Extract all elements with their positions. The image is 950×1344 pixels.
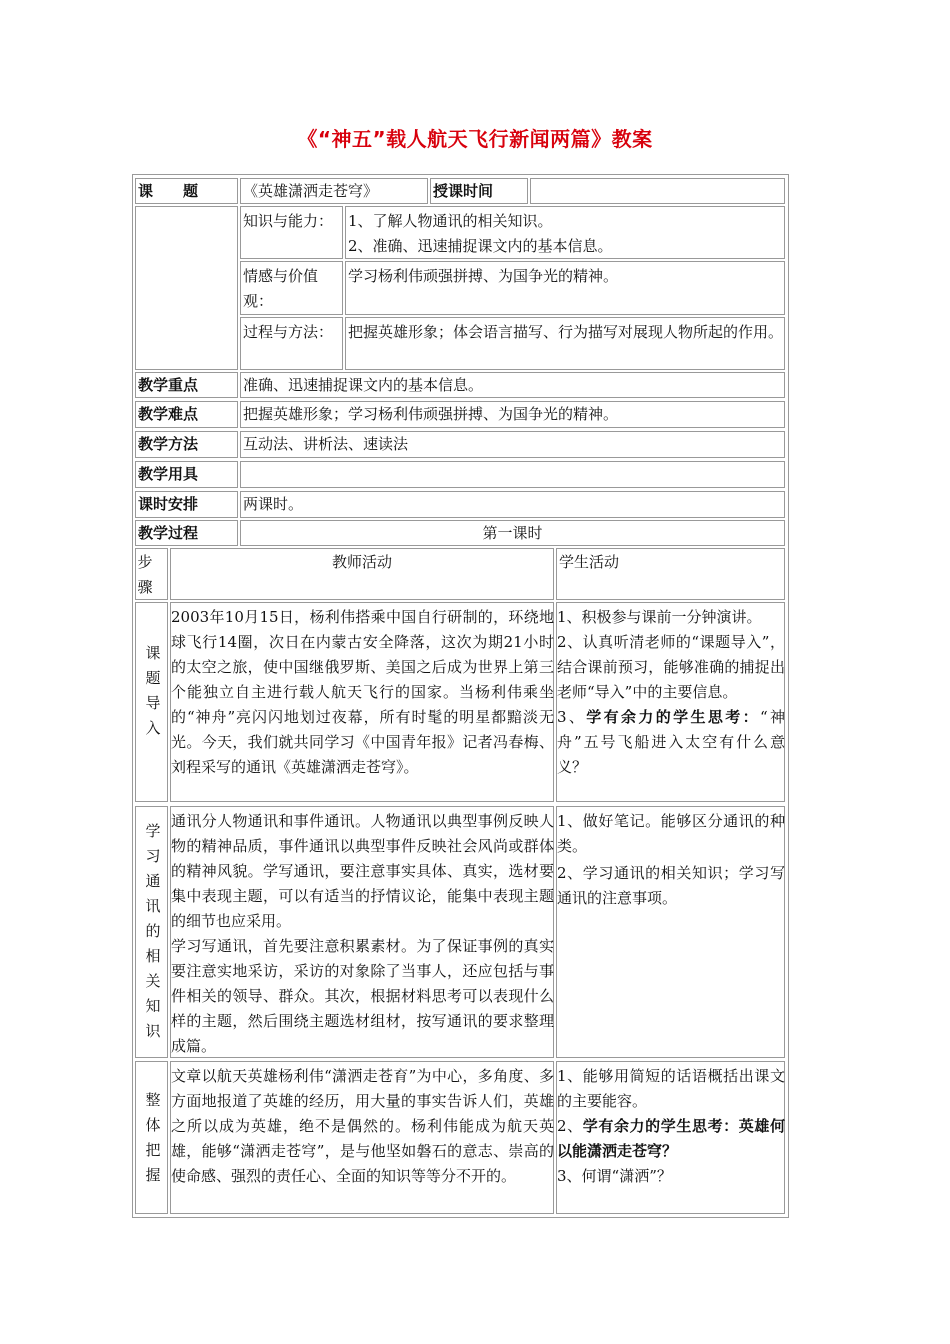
method-value: 互动法、讲析法、速读法 (243, 435, 409, 453)
schedule-label: 课时安排 (138, 495, 199, 513)
goal-emotion-line-1: 学习杨利伟顽强拼搏、为国争光的精神。 (348, 267, 619, 285)
step-2-teacher-para-2: 学习写通讯，首先要注意积累素材。为了保证事例的真实要注意实地采访，采访的对象除了当事人，还应包括与事件相关的领导、群众。其次，根据材料思考可以表现什么样的主题，然后围绕主题选材组材，按写通讯的要求整理成篇。 (171, 937, 554, 1055)
teacher-header: 教师活动 (331, 553, 392, 571)
goals-left-cell (135, 206, 238, 370)
step-1-name: 课题导入 (145, 644, 161, 737)
key-point-label: 教学重点 (138, 376, 199, 394)
schedule-label-cell (135, 491, 238, 518)
schedule-value-cell (240, 491, 785, 518)
method-value-cell (240, 431, 785, 458)
tools-label: 教学用具 (138, 465, 199, 483)
step-header-cell (135, 548, 168, 600)
lesson-period: 第一课时 (482, 524, 543, 542)
topic-label: 课 题 (138, 182, 199, 200)
step-3-name: 整体把握 (145, 1091, 161, 1184)
key-point-value-cell (240, 372, 785, 398)
step-3-student-cell (556, 1061, 785, 1214)
step-1-name-cell (135, 602, 168, 802)
goal-process-label-cell (240, 317, 343, 370)
step-3-teacher-text: 文章以航天英雄杨利伟“潇洒走苍育”为中心，多角度、多方面地报道了英雄的经历，用大量的事实告诉人们，英雄之所以成为英雄，绝不是偶然的。杨利伟能成为航天英雄，能够“潇洒走苍穹”，是与他坚如磐石的意志、崇高的使命感、强烈的责任心、全面的知识等等分不开的。 (171, 1067, 554, 1185)
page-title: 《“神五”载人航天飞行新闻两篇》教案 (297, 127, 653, 151)
step-3-student-item-1: 1、能够用简短的话语概括出课文的主要能容。 (557, 1067, 785, 1110)
step-3-student-item-3: 3、何谓“潇洒”？ (557, 1167, 672, 1185)
key-point-label-cell (135, 372, 238, 398)
tools-value-cell (240, 461, 785, 488)
step-1-teacher-text: 2003年10月15日，杨利伟搭乘中国自行研制的，环绕地球飞行14圈，次日在内蒙古安全降落，这次为期21小时的太空之旅，使中国继俄罗斯、美国之后成为世界上第三个能独立自主进行载人航天飞行的国家。当杨利伟乘坐的“神舟”亮闪闪地划过夜幕，所有时髦的明星都黯淡无光。今天，我们就共同学习《中国青年报》记者冯春梅、刘程采写的通讯《英雄潇洒走苍穹》。 (171, 608, 554, 776)
goal-knowledge-label-cell (240, 206, 343, 259)
difficulty-value-cell (240, 401, 785, 428)
step-2-student-item-1: 1、做好笔记。能够区分通讯的种类。 (557, 812, 785, 855)
difficulty-value: 把握英雄形象；学习杨利伟顽强拼搏、为国争光的精神。 (243, 405, 619, 423)
process-label: 教学过程 (138, 524, 199, 542)
time-label: 授课时间 (433, 182, 494, 200)
step-3-student-item-2: 2、学有余力的学生思考：英雄何以能潇洒走苍穹？ (557, 1117, 785, 1160)
goal-process-label: 过程与方法： (243, 323, 334, 341)
step-1-teacher-cell (170, 602, 554, 802)
step-1-student-item-2: 2、认真听清老师的“课题导入”，结合课前预习，能够准确的捕捉出老师“导入”中的主要信息。 (557, 633, 785, 701)
method-label-cell (135, 431, 238, 458)
teacher-header-cell (170, 548, 554, 600)
process-value-cell (240, 520, 785, 546)
goal-knowledge-value-cell (345, 206, 785, 259)
goal-emotion-label: 情感与价值观： (243, 267, 319, 310)
topic-label-cell (135, 178, 238, 204)
goal-process-value-cell (345, 317, 785, 370)
tools-label-cell (135, 461, 238, 488)
process-label-cell (135, 520, 238, 546)
step-2-teacher-para-1: 通讯分人物通讯和事件通讯。人物通讯以典型事例反映人物的精神品质，事件通讯以典型事件反映社会风尚或群体的精神风貌。学写通讯，要注意事实具体、真实，选材要集中表现主题，可以有适当的抒情议论，能集中表现主题的细节也应采用。 (171, 812, 554, 930)
difficulty-label-cell (135, 401, 238, 428)
student-header: 学生活动 (559, 553, 620, 571)
goal-knowledge-label: 知识与能力： (243, 212, 334, 230)
method-label: 教学方法 (138, 435, 199, 453)
step-3-teacher-cell (170, 1061, 554, 1214)
step-1-student-item-1: 1、积极参与课前一分钟演讲。 (557, 608, 762, 626)
step-2-student-cell (556, 806, 785, 1058)
student-header-cell (556, 548, 785, 600)
step-header: 步骤 (137, 553, 153, 596)
step-1-student-item-3: 3、学有余力的学生思考：“神舟”五号飞船进入太空有什么意义？ (557, 708, 785, 776)
step-2-teacher-cell (170, 806, 554, 1058)
goal-emotion-value-cell (345, 261, 785, 315)
step-3-name-cell (135, 1061, 168, 1214)
time-label-cell (430, 178, 528, 204)
key-point-value: 准确、迅速捕捉课文内的基本信息。 (243, 376, 484, 394)
topic-value-cell (240, 178, 428, 204)
step-2-name: 学习通讯的相关知识 (145, 822, 161, 1040)
goal-process-line-1: 把握英雄形象；体会语言描写、行为描写对展现人物所起的作用。 (348, 323, 784, 341)
schedule-value: 两课时。 (243, 495, 304, 513)
step-2-name-cell (135, 806, 168, 1058)
topic-value: 《英雄潇洒走苍穹》 (243, 182, 379, 200)
time-value-cell (530, 178, 785, 204)
goal-knowledge-line-1: 1、了解人物通讯的相关知识。 (348, 212, 553, 230)
step-1-student-cell (556, 602, 785, 802)
goal-knowledge-line-2: 2、准确、迅速捕捉课文内的基本信息。 (348, 237, 613, 255)
goal-emotion-label-cell (240, 261, 343, 315)
step-2-student-item-2: 2、学习通讯的相关知识；学习写通讯的注意事项。 (557, 864, 785, 907)
difficulty-label: 教学难点 (138, 405, 199, 423)
